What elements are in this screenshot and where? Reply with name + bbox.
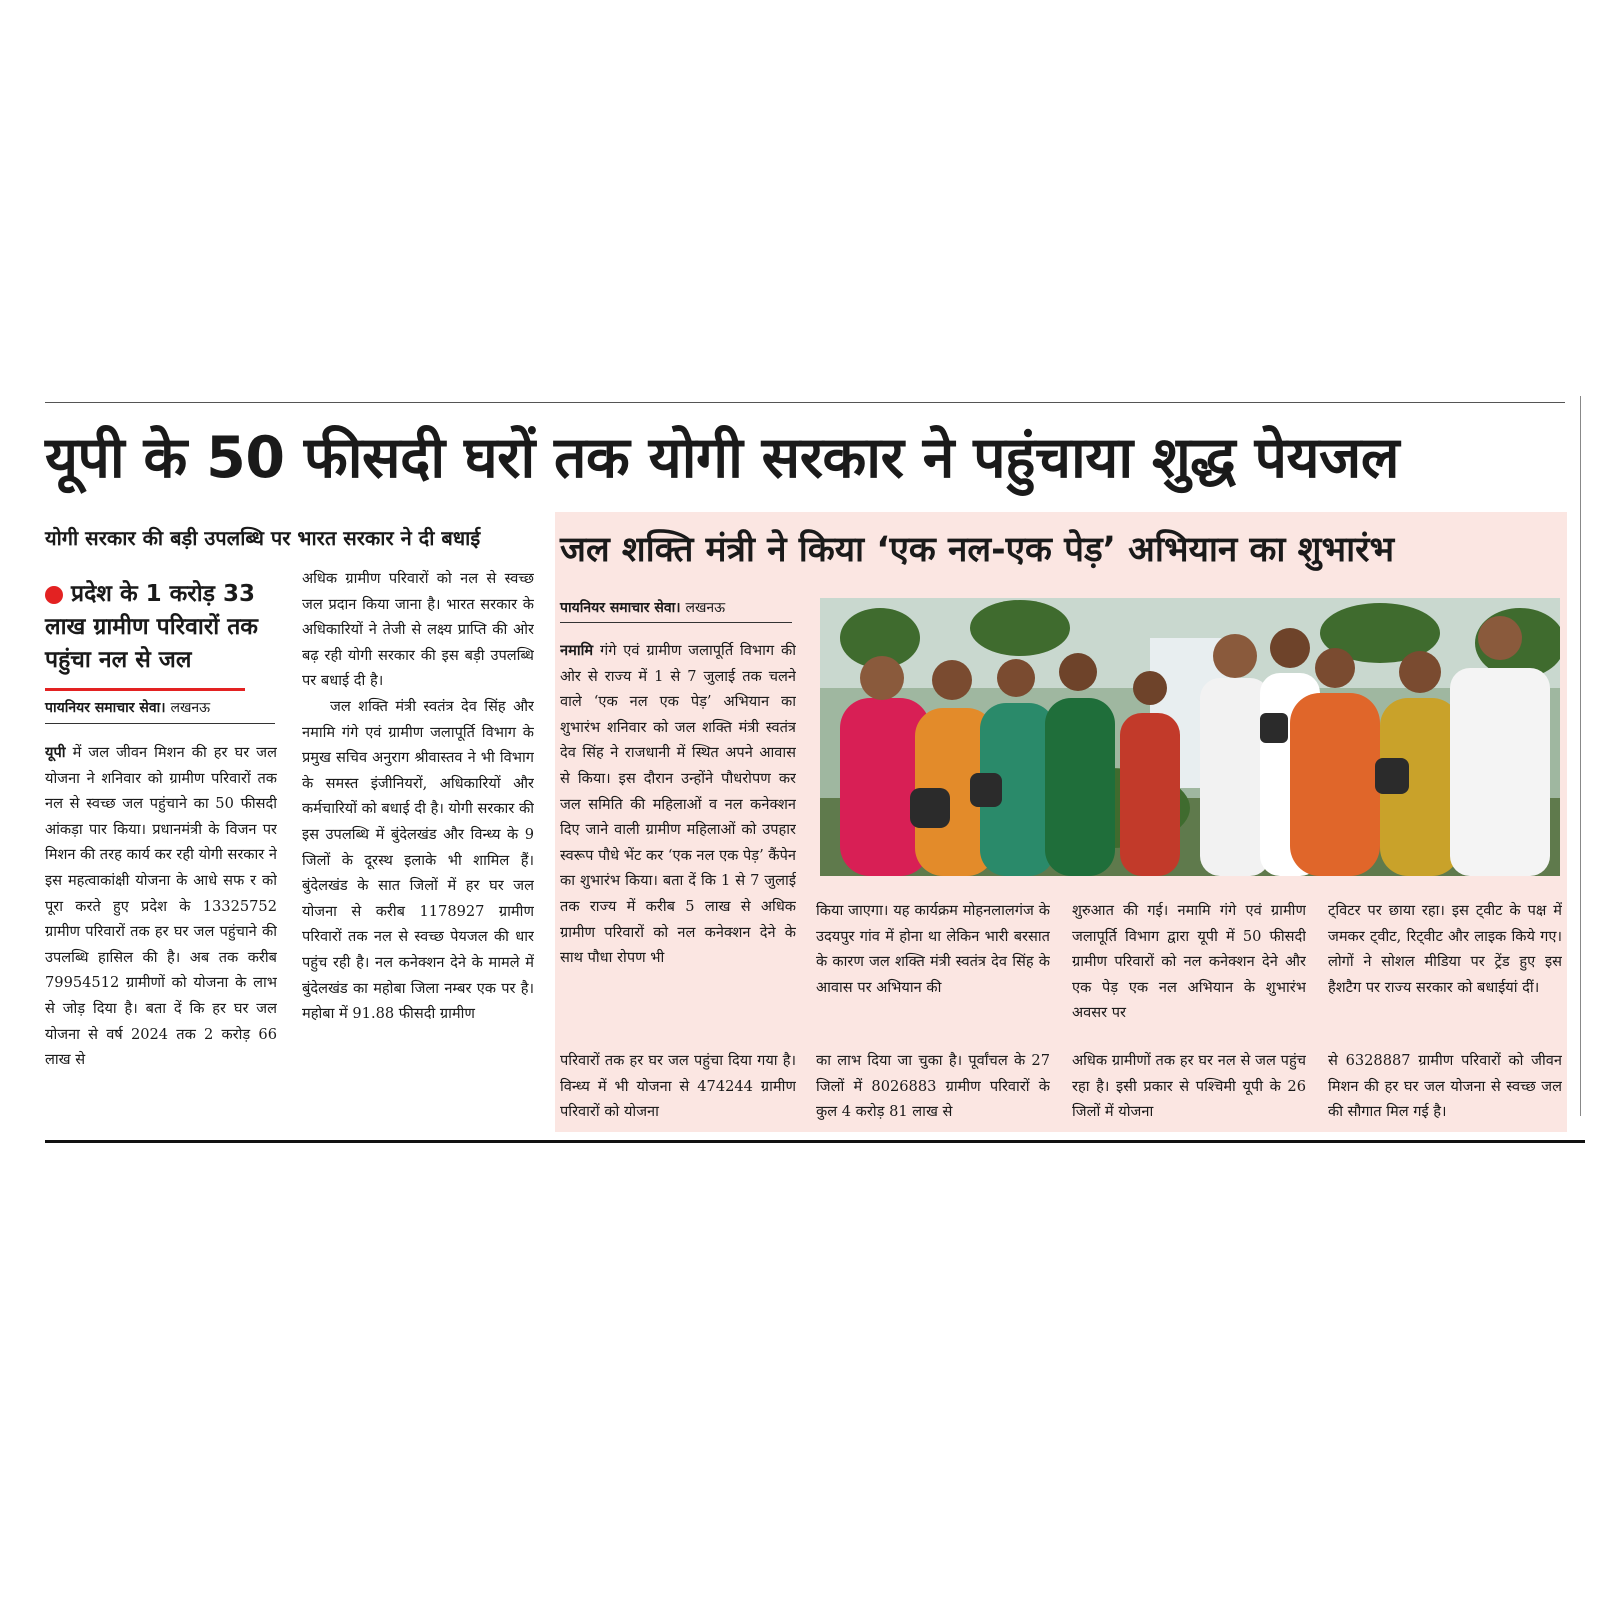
byline-source: पायनियर समाचार सेवा। (560, 600, 681, 616)
photo-illustration (820, 598, 1560, 876)
main-byline (45, 697, 285, 719)
paragraph: अधिक ग्रामीण परिवारों को नल से स्वच्छ जल प्रदान किया जाना है। भारत सरकार के अधिकारियों ने तेजी से लक्ष्य प्राप्ति की ओर बढ़ रही योगी सरकार की इस बड़ी उपलब्धि पर बधाई दी है। (302, 570, 534, 690)
column-text: में जल जीवन मिशन की हर घर जल योजना ने शनिवार को ग्रामीण परिवारों तक नल से स्वच्छ जल पहुंचाने का 50 फीसदी आंकड़ा पार किया। प्रधानमंत्री के विजन पर मिशन की तरह कार्य कर रही योगी सरकार ने इस महत्वाकांक्षी योजना के आधे सफ र को पूरा करते हुए प्रदेश के 13325752 ग्रामीण परिवारों तक हर घर जल पहुंचाने की उपलब्धि हासिल की है। अब तक करीब 79954512 ग्रामीणों को योजना के लाभ से जोड़ दिया है। बता दें कि हर घर जल योजना से वर्ष 2024 तक 2 करोड़ 66 लाख से (45, 744, 277, 1069)
main-column-6: से 6328887 ग्रामीण परिवारों को जीवन मिशन की हर घर जल योजना से स्वच्छ जल की सौगात मिल गई है। (1328, 1052, 1562, 1121)
subheadline: योगी सरकार की बड़ी उपलब्धि पर भारत सरकार ने दी बधाई (45, 526, 481, 550)
sidebar-story-headline: जल शक्ति मंत्री ने किया ‘एक नल-एक पेड़’ अभियान का शुभारंभ (560, 530, 1395, 570)
main-column-2 (302, 566, 534, 1131)
main-column-4: का लाभ दिया जा चुका है। पूर्वांचल के 27 जिलों में 8026883 ग्रामीण परिवारों के कुल 4 करोड़ 81 लाख से (816, 1052, 1050, 1121)
sidebar-column-1 (560, 638, 796, 1108)
right-edge-rule (1580, 396, 1581, 1116)
kicker-underline (45, 688, 245, 691)
sidebar-byline-rule (560, 622, 792, 623)
kicker (45, 578, 285, 677)
sidebar-column-4: ट्विटर पर छाया रहा। इस ट्वीट के पक्ष में जमकर ट्वीट, रिट्वीट और लाइक किये गए। लोगों ने सोशल मीडिया पर ट्रेंड हुए इस हैशटैग पर राज्य सरकार को बधाईयां दीं। (1328, 902, 1562, 996)
lead-word: यूपी (45, 744, 66, 761)
byline-place: लखनऊ (685, 600, 726, 616)
bottom-rule (45, 1140, 1585, 1143)
event-photo (820, 598, 1560, 876)
main-column-1 (45, 740, 277, 1130)
column-text: गंगे एवं ग्रामीण जलापूर्ति विभाग की ओर से राज्य में 1 से 7 जुलाई तक चलने वाले ‘एक नल एक पेड़’ अभियान का शुभारंभ शनिवार को जल शक्ति मंत्री स्वतंत्र देव सिंह ने राजधानी में स्थित अपने आवास से किया। इस दौरान उन्होंने पौधरोपण कर जल समिति की महिलाओं व नल कनेक्शन दिए जाने वाली ग्रामीण महिलाओं को उपहार स्वरूप पौधे भेंट कर ‘एक नल एक पेड़’ कैंपेन का शुभारंभ किया। बता दें कि 1 से 7 जुलाई तक राज्य में करीब 5 लाख से अधिक ग्रामीण परिवारों को नल कनेक्शन देने के साथ पौधा रोपण भी (560, 642, 796, 967)
byline-source: पायनियर समाचार सेवा। (45, 700, 166, 716)
paragraph: जल शक्ति मंत्री स्वतंत्र देव सिंह और नमामि गंगे एवं ग्रामीण जलापूर्ति विभाग के प्रमुख सचिव अनुराग श्रीवास्तव ने भी विभाग के समस्त इंजीनियरों, अधिकारियों और कर्मचारियों को बधाई दी है। योगी सरकार की इस उपलब्धि में बुंदेलखंड और विन्ध्य के 9 जिलों के दूरस्थ इलाके भी शामिल हैं। बुंदेलखंड के सात जिलों में हर घर जल योजना से करीब 1178927 ग्रामीण परिवारों तक नल से स्वच्छ पेयजल की धार पहुंच रही है। नल कनेक्शन देने के मामले में बुंदेलखंड का महोबा जिला नम्बर एक पर है। महोबा में 91.88 फीसदी ग्रामीण (302, 697, 534, 1023)
sidebar-column-3: शुरुआत की गई। नमामि गंगे एवं ग्रामीण जलापूर्ति विभाग द्वारा यूपी में 50 फीसदी ग्रामीण परिवारों को नल कनेक्शन देने और एक पेड़ एक नल अभियान के शुभारंभ अवसर पर (1072, 902, 1306, 1022)
top-rule (45, 402, 1565, 403)
lead-word: नमामि (560, 642, 594, 659)
kicker-text: प्रदेश के 1 करोड़ 33 लाख ग्रामीण परिवारों तक पहुंचा नल से जल (45, 581, 258, 673)
bullet-dot-icon (45, 586, 63, 604)
main-column-5: अधिक ग्रामीणों तक हर घर नल से जल पहुंच रहा है। इसी प्रकार से पश्चिमी यूपी के 26 जिलों में योजना (1072, 1052, 1306, 1121)
main-byline-rule (45, 723, 275, 724)
byline-place: लखनऊ (170, 700, 211, 716)
main-column-3: परिवारों तक हर घर जल पहुंचा दिया गया है। विन्ध्य में भी योजना से 474244 ग्रामीण परिवारों को योजना (560, 1052, 796, 1121)
main-headline: यूपी के 50 फीसदी घरों तक योगी सरकार ने पहुंचाया शुद्ध पेयजल (45, 425, 1399, 491)
sidebar-column-2: किया जाएगा। यह कार्यक्रम मोहनलालगंज के उदयपुर गांव में होना था लेकिन भारी बरसात के कारण जल शक्ति मंत्री स्वतंत्र देव सिंह के आवास पर अभियान की (816, 902, 1050, 996)
sidebar-byline (560, 597, 800, 619)
